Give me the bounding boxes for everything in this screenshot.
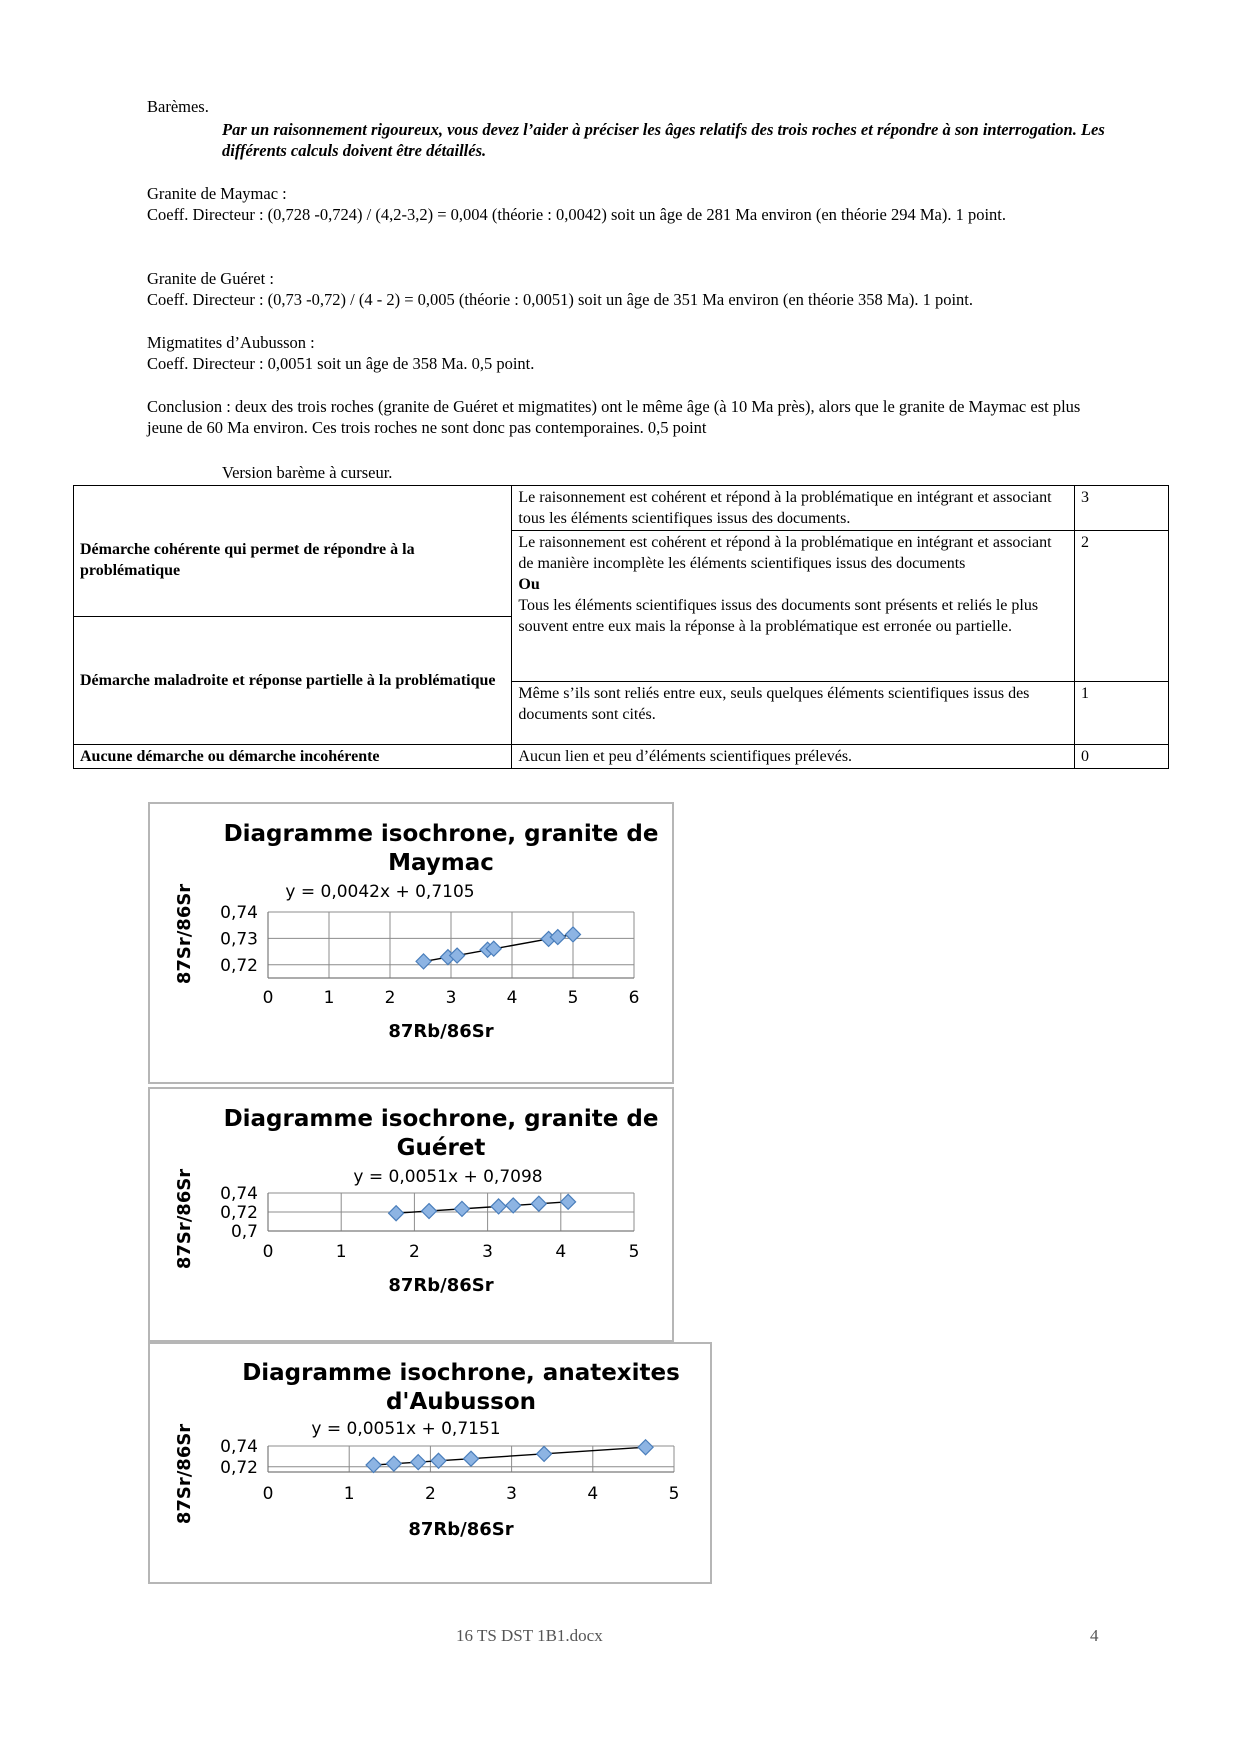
y-tick-label: 0,73 <box>220 929 258 950</box>
isochron-chart-maymac <box>148 802 674 1084</box>
x-axis-label: 87Rb/86Sr <box>388 1275 494 1296</box>
section-aubusson-body: Coeff. Directeur : 0,0051 soit un âge de 358 Ma. 0,5 point. <box>147 354 535 373</box>
section-gueret-body: Coeff. Directeur : (0,73 -0,72) / (4 - 2) = 0,005 (théorie : 0,0051) soit un âge de 351 Ma environ (en théorie 358 Ma). 1 point. <box>147 290 974 309</box>
data-point <box>638 1440 653 1455</box>
x-tick-label: 0 <box>262 988 274 1008</box>
chart-title-line: Maymac <box>388 850 494 876</box>
data-point <box>411 1455 426 1470</box>
x-tick-label: 4 <box>587 1484 599 1504</box>
chart-equation: y = 0,0042x + 0,7105 <box>285 882 475 902</box>
isochron-chart-gueret <box>148 1087 674 1342</box>
data-point <box>566 927 581 942</box>
y-tick-label: 0,72 <box>220 1203 258 1223</box>
description-level-2b: Tous les éléments scientifiques issus des documents sont présents et reliés le plus souvent entre eux mais la réponse à la problématique est erronée ou partielle. <box>518 597 1039 635</box>
section-aubusson-title: Migmatites d’Aubusson : <box>147 333 315 352</box>
chart-title-line: Diagramme isochrone, anatexites <box>242 1360 680 1386</box>
x-tick-label: 4 <box>506 988 518 1008</box>
x-tick-label: 3 <box>445 988 457 1008</box>
chart-equation: y = 0,0051x + 0,7098 <box>353 1167 543 1187</box>
data-point <box>454 1201 469 1216</box>
description-level-2 <box>512 531 1075 682</box>
x-tick-label: 2 <box>408 1242 420 1262</box>
description-level-1: Même s’ils sont reliés entre eux, seuls quelques éléments scientifiques issus des documents sont cités. <box>512 682 1075 745</box>
y-tick-label: 0,74 <box>220 1184 258 1204</box>
footer-page-number: 4 <box>1090 1626 1099 1645</box>
criterion-none: Aucune démarche ou démarche incohérente <box>74 745 512 769</box>
x-tick-label: 0 <box>262 1242 274 1262</box>
criterion-coherent: Démarche cohérente qui permet de répondre à la problématique <box>74 486 512 617</box>
data-point <box>416 954 431 969</box>
x-tick-label: 5 <box>668 1484 680 1504</box>
x-tick-label: 5 <box>567 988 579 1008</box>
table-title: Version barème à curseur. <box>222 463 393 482</box>
score-1: 1 <box>1075 682 1169 745</box>
x-tick-label: 1 <box>343 1484 355 1504</box>
chart-title-line: Diagramme isochrone, granite de <box>223 1106 659 1132</box>
x-tick-label: 3 <box>482 1242 494 1262</box>
y-tick-label: 0,72 <box>220 1457 258 1478</box>
x-axis-label: 87Rb/86Sr <box>388 1021 494 1042</box>
y-axis-label: 87Sr/86Sr <box>174 1423 195 1525</box>
x-tick-label: 2 <box>424 1484 436 1504</box>
y-tick-label: 0,7 <box>230 1222 258 1242</box>
y-axis-label: 87Sr/86Sr <box>174 1168 195 1270</box>
score-3: 3 <box>1075 486 1169 531</box>
data-point <box>431 1453 446 1468</box>
heading-baremes: Barèmes. <box>147 97 209 116</box>
score-2: 2 <box>1075 531 1169 682</box>
x-tick-label: 0 <box>262 1484 274 1504</box>
chart-title-line: Guéret <box>396 1135 486 1161</box>
chart-svg <box>150 1344 710 1582</box>
description-level-2-or: Ou <box>518 576 540 593</box>
x-tick-label: 2 <box>384 988 396 1008</box>
y-tick-label: 0,74 <box>220 1437 258 1457</box>
footer-filename: 16 TS DST 1B1.docx <box>456 1626 603 1645</box>
x-tick-label: 5 <box>628 1242 640 1262</box>
y-axis-label: 87Sr/86Sr <box>174 883 195 985</box>
chart-title-line: d'Aubusson <box>385 1389 537 1415</box>
section-maymac-body: Coeff. Directeur : (0,728 -0,724) / (4,2-3,2) = 0,004 (théorie : 0,0042) soit un âge de 281 Ma environ (en théorie 294 Ma). 1 point. <box>147 205 1007 224</box>
chart-equation: y = 0,0051x + 0,7151 <box>311 1419 501 1439</box>
section-maymac-title: Granite de Maymac : <box>147 184 287 203</box>
data-point <box>464 1451 479 1466</box>
x-tick-label: 1 <box>323 988 335 1008</box>
x-axis-label: 87Rb/86Sr <box>408 1519 514 1540</box>
x-tick-label: 1 <box>335 1242 347 1262</box>
score-0: 0 <box>1075 745 1169 769</box>
chart-svg <box>150 804 672 1082</box>
conclusion: Conclusion : deux des trois roches (granite de Guéret et migmatites) ont le même âge (à 10 Ma près), alors que le granite de Maymac est plus jeune de 60 Ma environ. Ces trois roches ne sont donc pas contemporaines. 0,5 point <box>147 397 1081 437</box>
intro-paragraph <box>147 119 1172 161</box>
y-tick-label: 0,74 <box>220 903 258 923</box>
chart-svg <box>150 1089 672 1340</box>
data-point <box>561 1194 576 1209</box>
intro-text: Par un raisonnement rigoureux, vous devez l’aider à préciser les âges relatifs des trois roches et répondre à son interrogation. Les différents calculs doivent être détaillés. <box>222 120 1105 160</box>
grading-table <box>73 485 1169 769</box>
isochron-chart-aubusson <box>148 1342 712 1584</box>
criterion-partial: Démarche maladroite et réponse partielle à la problématique <box>74 617 512 745</box>
data-point <box>531 1196 546 1211</box>
x-tick-label: 4 <box>555 1242 567 1262</box>
x-tick-label: 6 <box>628 988 640 1008</box>
description-level-0: Aucun lien et peu d’éléments scientifiques prélevés. <box>512 745 1075 769</box>
x-tick-label: 3 <box>506 1484 518 1504</box>
section-gueret-title: Granite de Guéret : <box>147 269 274 288</box>
data-point <box>506 1198 521 1213</box>
data-point <box>422 1204 437 1219</box>
y-tick-label: 0,72 <box>220 955 258 976</box>
chart-title-line: Diagramme isochrone, granite de <box>223 821 659 847</box>
data-point <box>366 1458 381 1473</box>
description-level-3: Le raisonnement est cohérent et répond à la problématique en intégrant et associant tous les éléments scientifiques issus des documents. <box>512 486 1075 531</box>
data-point <box>389 1206 404 1221</box>
description-level-2a: Le raisonnement est cohérent et répond à la problématique en intégrant et associant de manière incomplète les éléments scientifiques issus des documents <box>518 534 1052 572</box>
data-point <box>537 1446 552 1461</box>
data-point <box>386 1456 401 1471</box>
